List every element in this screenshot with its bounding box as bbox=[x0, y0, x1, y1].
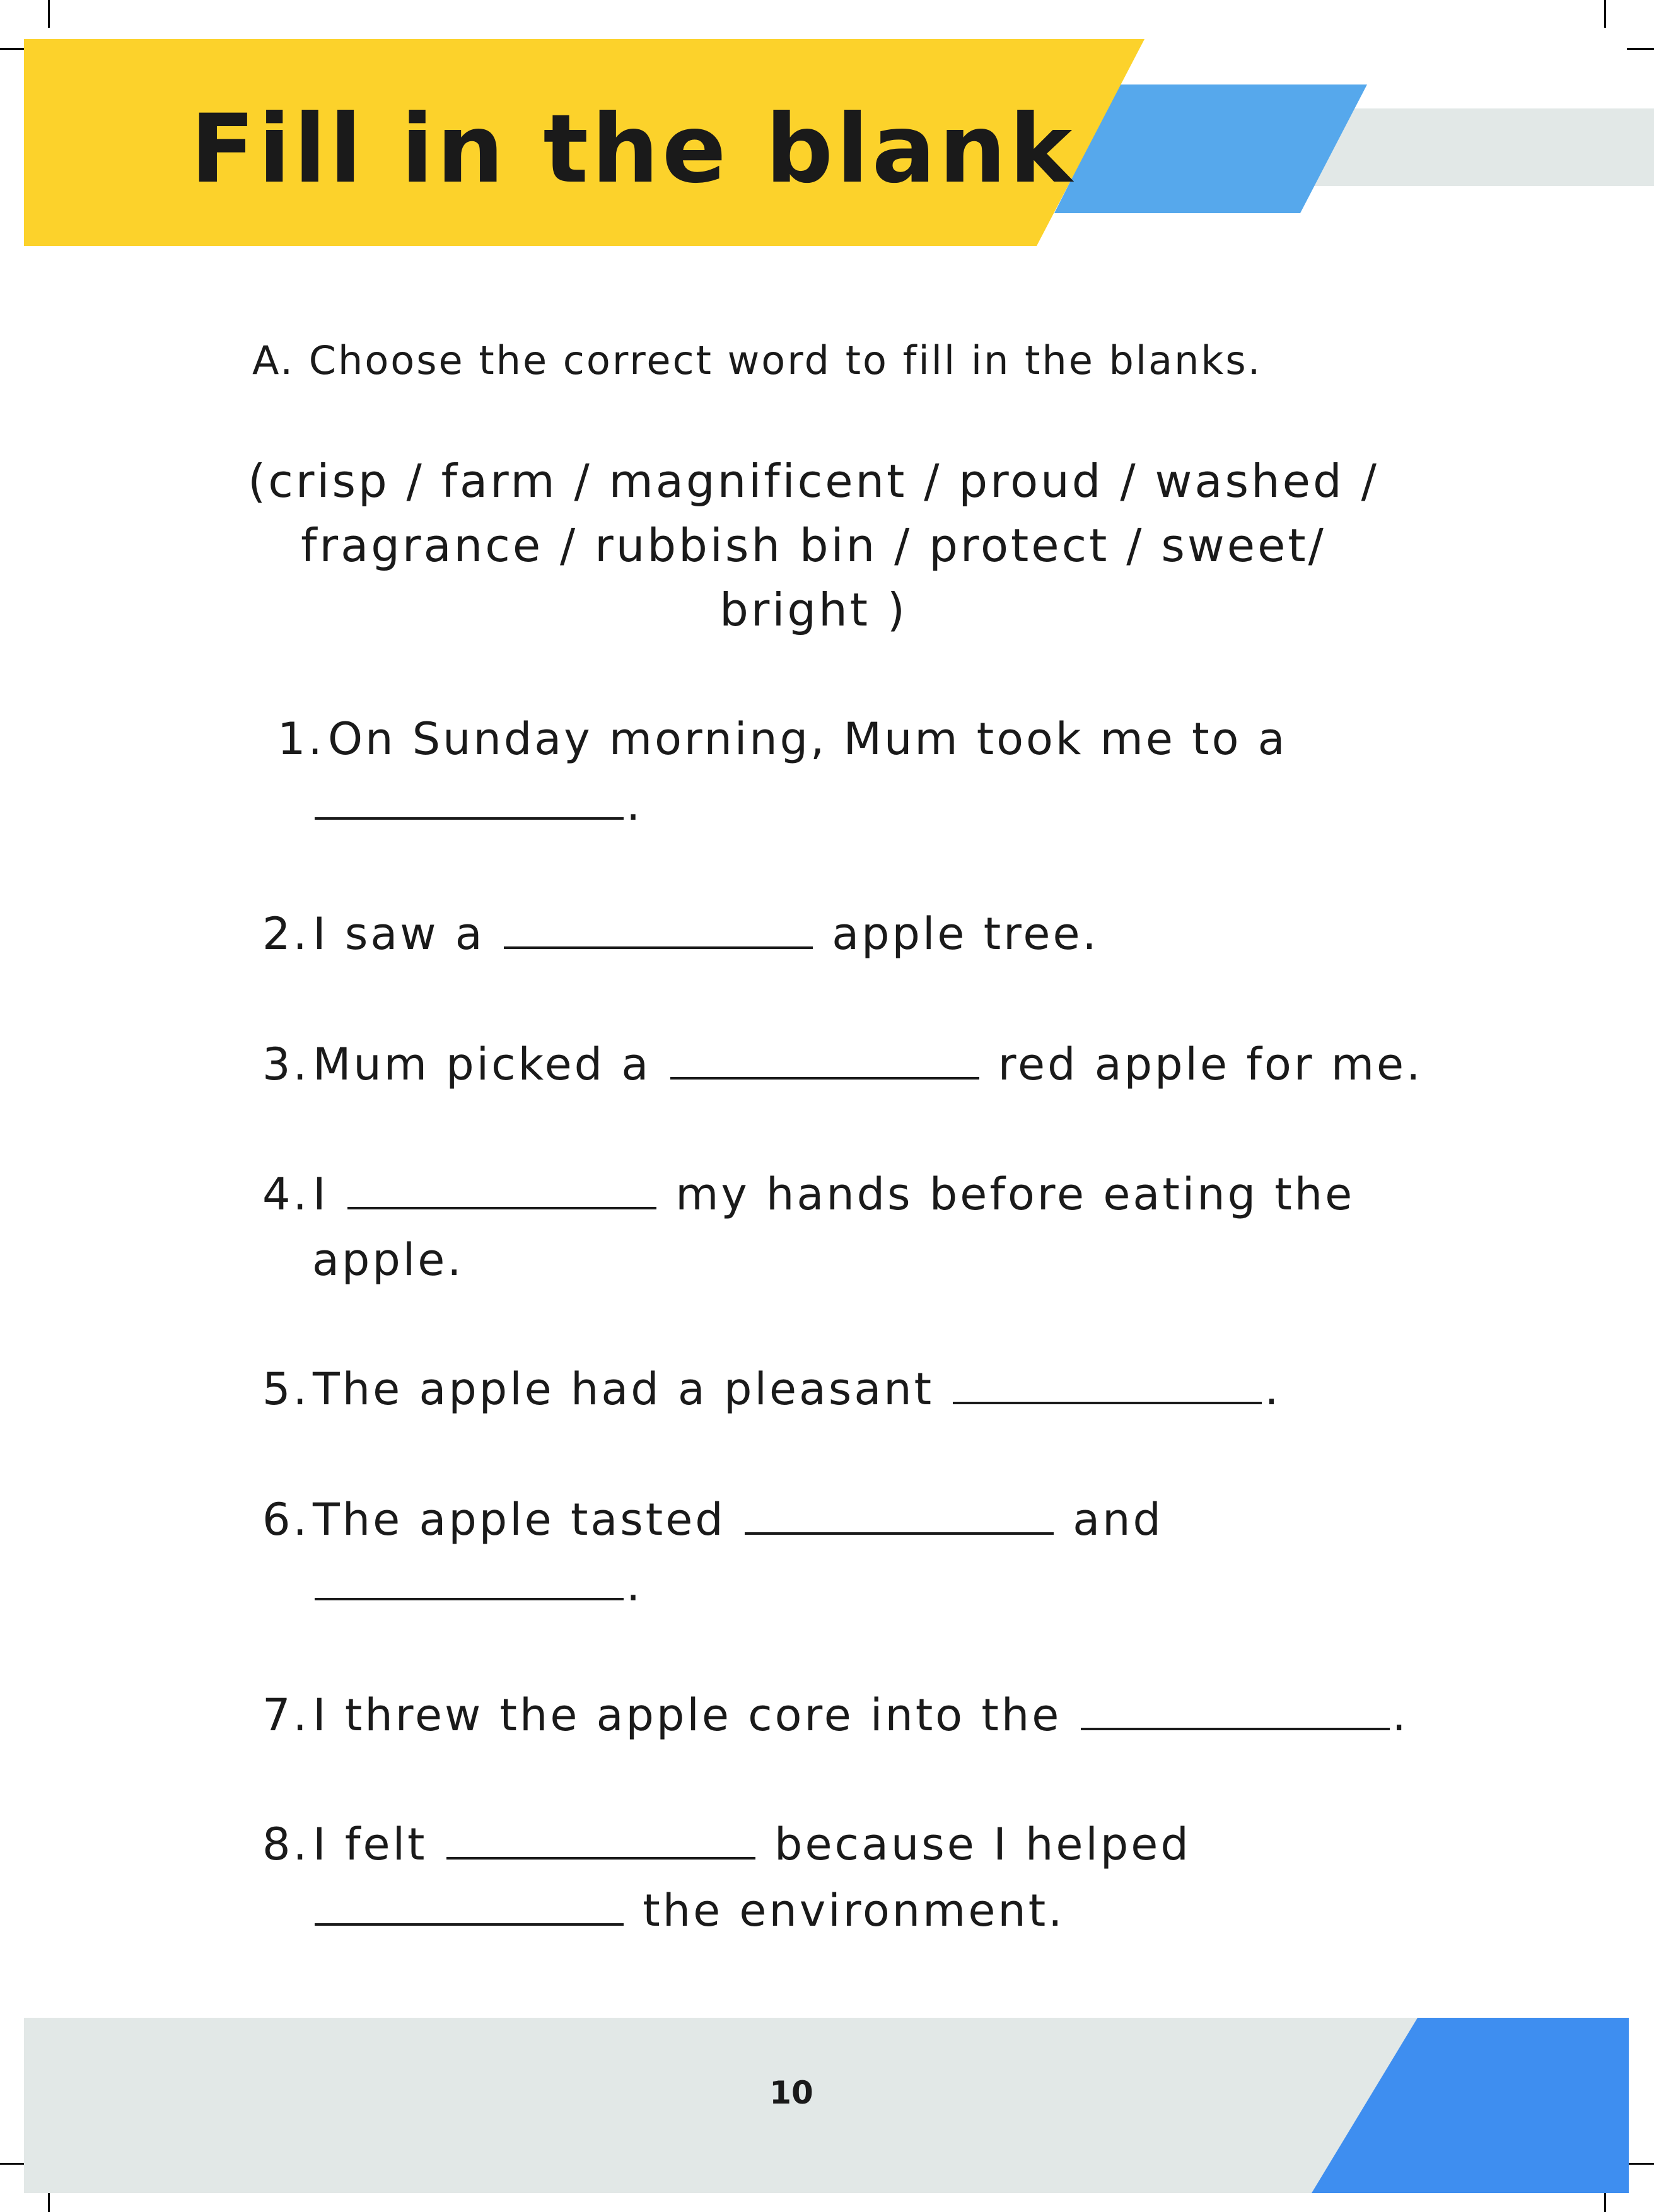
question-number: 8. bbox=[262, 1819, 310, 1870]
question-text: my hands before eating the bbox=[675, 1168, 1355, 1220]
question-text: The apple had a pleasant bbox=[313, 1363, 935, 1415]
question-number: 4. bbox=[262, 1168, 310, 1220]
question-1-cont bbox=[312, 779, 643, 830]
answer-blank[interactable] bbox=[745, 1523, 1054, 1535]
question-4 bbox=[262, 1169, 1354, 1220]
question-4-cont bbox=[312, 1235, 464, 1285]
header-gray-band bbox=[1299, 108, 1654, 186]
question-text: On Sunday morning, Mum took me to a bbox=[328, 713, 1288, 765]
answer-blank[interactable] bbox=[670, 1068, 979, 1080]
question-number: 1. bbox=[277, 713, 325, 765]
question-text: Mum picked a bbox=[313, 1039, 651, 1090]
question-text: the environment. bbox=[643, 1885, 1065, 1936]
question-text: because I helped bbox=[774, 1819, 1191, 1870]
answer-blank[interactable] bbox=[1081, 1719, 1390, 1730]
answer-blank[interactable] bbox=[504, 938, 813, 949]
answer-blank[interactable] bbox=[446, 1848, 755, 1860]
page-number: 10 bbox=[769, 2075, 813, 2111]
question-text: apple tree. bbox=[832, 908, 1099, 960]
question-text: red apple for me. bbox=[998, 1039, 1423, 1090]
word-bank-line: bright ) bbox=[719, 583, 907, 636]
question-3 bbox=[262, 1039, 1423, 1090]
instruction-text: A. Choose the correct word to fill in the blanks. bbox=[252, 337, 1262, 383]
question-text: and bbox=[1073, 1494, 1163, 1545]
question-text: . bbox=[1392, 1689, 1409, 1741]
question-text: I bbox=[313, 1168, 329, 1220]
question-1 bbox=[277, 714, 1288, 764]
answer-blank[interactable] bbox=[953, 1393, 1262, 1404]
answer-blank[interactable] bbox=[315, 1589, 624, 1600]
question-2 bbox=[262, 909, 1099, 959]
question-text: I felt bbox=[313, 1819, 428, 1870]
question-number: 6. bbox=[262, 1494, 310, 1545]
question-text: I saw a bbox=[313, 908, 485, 960]
question-number: 2. bbox=[262, 908, 310, 960]
footer-banner bbox=[0, 2018, 1654, 2194]
answer-blank[interactable] bbox=[347, 1198, 656, 1209]
question-number: 5. bbox=[262, 1363, 310, 1415]
question-6-cont bbox=[312, 1560, 643, 1610]
answer-blank[interactable] bbox=[315, 808, 624, 820]
question-text: I threw the apple core into the bbox=[313, 1689, 1062, 1741]
question-text: . bbox=[626, 779, 643, 830]
question-8 bbox=[262, 1819, 1191, 1870]
question-number: 7. bbox=[262, 1689, 310, 1741]
question-number: 3. bbox=[262, 1039, 310, 1090]
answer-blank[interactable] bbox=[315, 1914, 624, 1926]
word-bank-line: (crisp / farm / magnificent / proud / washed / bbox=[248, 455, 1379, 508]
question-8-cont bbox=[312, 1885, 1064, 1936]
question-text: . bbox=[626, 1559, 643, 1611]
question-7 bbox=[262, 1690, 1409, 1740]
word-bank bbox=[221, 449, 1406, 642]
page-title: Fill in the blank bbox=[190, 95, 1076, 204]
word-bank-line: fragrance / rubbish bin / protect / sweet/ bbox=[301, 519, 1326, 572]
question-text: . bbox=[1264, 1363, 1281, 1415]
question-5 bbox=[262, 1364, 1281, 1414]
question-text: The apple tasted bbox=[313, 1494, 726, 1545]
question-6 bbox=[262, 1494, 1163, 1545]
question-text: apple. bbox=[312, 1234, 464, 1286]
